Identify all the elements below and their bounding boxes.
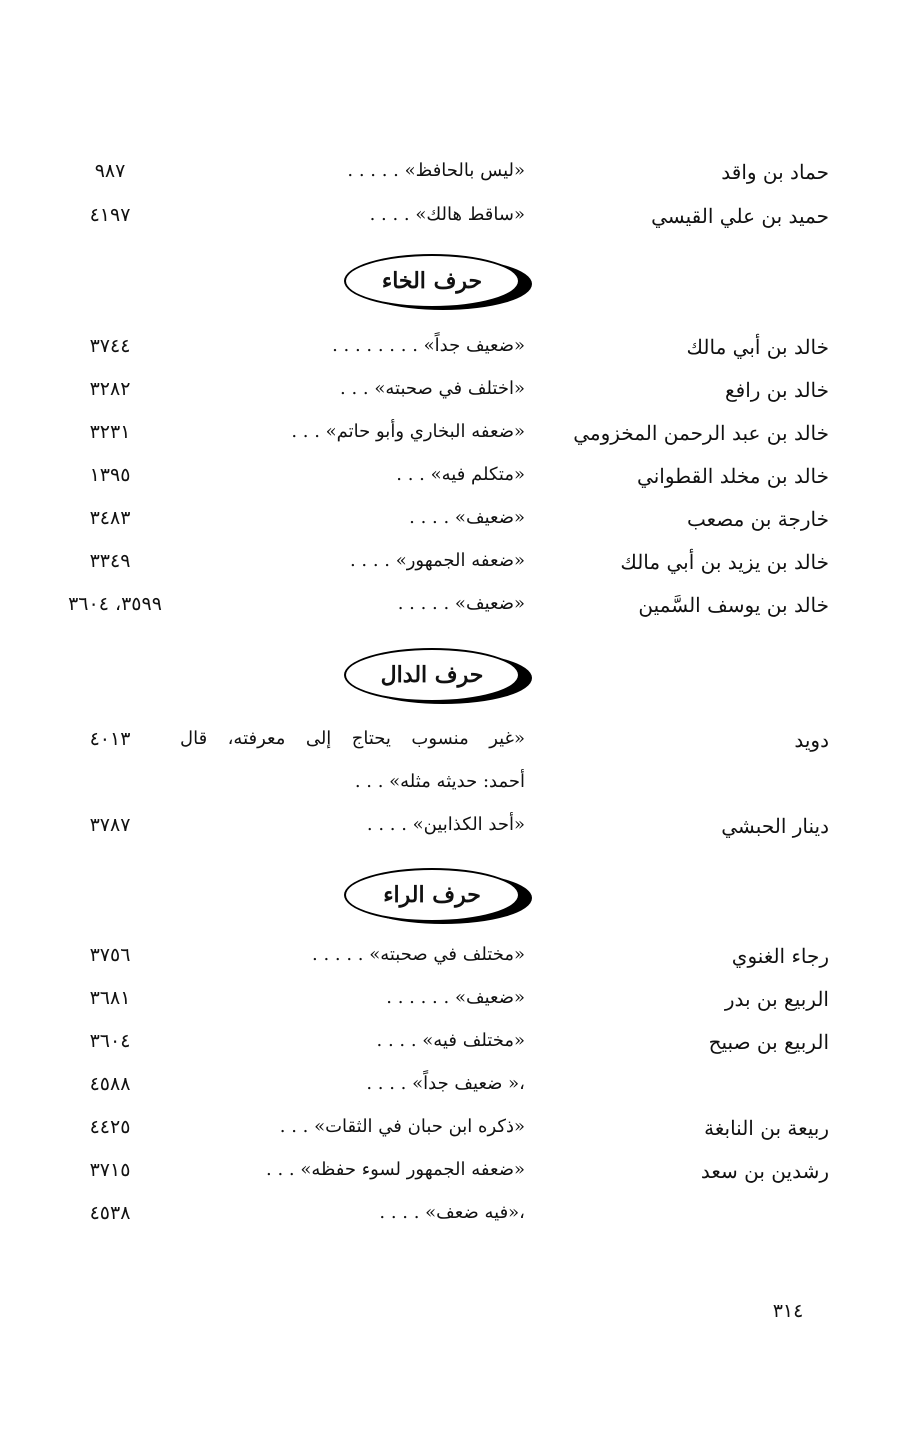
page-number: ٣١٤ bbox=[772, 1300, 804, 1322]
narrator-grading: «مختلف في صحبته» . . . . . bbox=[312, 944, 525, 965]
entry-row bbox=[0, 728, 897, 768]
entry-row bbox=[0, 593, 897, 633]
reference-number: ٣٧٨٧ bbox=[89, 814, 131, 836]
narrator-grading: «متكلم فيه» . . . bbox=[396, 464, 525, 485]
reference-number: ٣٧١٥ bbox=[89, 1159, 131, 1181]
entry-row bbox=[0, 335, 897, 375]
narrator-grading: «ضعيف» . . . . bbox=[409, 507, 525, 528]
narrator-name: الربيع بن صبيح bbox=[708, 1030, 829, 1054]
narrator-name: رجاء الغنوي bbox=[731, 944, 829, 968]
narrator-grading: ،«فيه ضعف» . . . . bbox=[379, 1202, 525, 1223]
entry-row bbox=[0, 1159, 897, 1199]
section-header-kha bbox=[340, 252, 535, 314]
entry-row bbox=[0, 550, 897, 590]
entry-row bbox=[0, 464, 897, 504]
narrator-name: رشدين بن سعد bbox=[700, 1159, 829, 1183]
entry-row bbox=[0, 160, 897, 200]
narrator-name: خالد بن عبد الرحمن المخزومي bbox=[573, 421, 829, 445]
entry-row bbox=[0, 1073, 897, 1113]
reference-number: ٣٧٤٤ bbox=[89, 335, 131, 357]
reference-number: ٤٠١٣ bbox=[89, 728, 131, 750]
narrator-name: خالد بن أبي مالك bbox=[686, 335, 829, 359]
reference-number: ٤١٩٧ bbox=[89, 204, 131, 226]
reference-number: ٣٣٤٩ bbox=[89, 550, 131, 572]
narrator-grading: «ليس بالحافظ» . . . . . bbox=[347, 160, 525, 181]
reference-number: ٣٢٣١ bbox=[89, 421, 131, 443]
narrator-grading: «أحد الكذابين» . . . . bbox=[366, 814, 525, 835]
narrator-grading: «مختلف فيه» . . . . bbox=[376, 1030, 525, 1051]
section-title: حرف الدال bbox=[344, 648, 520, 702]
narrator-name: خالد بن رافع bbox=[725, 378, 829, 402]
entry-row bbox=[0, 1030, 897, 1070]
narrator-name: الربيع بن بدر bbox=[724, 987, 829, 1011]
narrator-grading: «غير منسوب يحتاج إلى معرفته، قال bbox=[180, 728, 525, 749]
narrator-name: دويد bbox=[794, 728, 829, 752]
entry-row bbox=[0, 421, 897, 461]
entry-row bbox=[0, 204, 897, 244]
narrator-grading-continued: أحمد: حديثه مثله» . . . bbox=[354, 771, 525, 792]
entry-row bbox=[0, 378, 897, 418]
narrator-grading: ،« ضعيف جداً» . . . . bbox=[366, 1073, 525, 1094]
narrator-name: خارجة بن مصعب bbox=[686, 507, 829, 531]
narrator-name: حميد بن علي القيسي bbox=[651, 204, 829, 228]
reference-number: ٤٤٢٥ bbox=[89, 1116, 131, 1138]
reference-number: ٣٧٥٦ bbox=[89, 944, 131, 966]
entry-row bbox=[0, 1202, 897, 1242]
entry-row bbox=[0, 987, 897, 1027]
entry-row bbox=[0, 1116, 897, 1156]
reference-number: ٤٥٣٨ bbox=[89, 1202, 131, 1224]
reference-number: ٣٢٨٢ bbox=[89, 378, 131, 400]
narrator-grading: «ضعيف جداً» . . . . . . . . bbox=[332, 335, 525, 356]
section-header-dal bbox=[340, 646, 535, 708]
narrator-grading: «ضعفه الجمهور لسوء حفظه» . . . bbox=[266, 1159, 525, 1180]
entry-row bbox=[0, 507, 897, 547]
reference-number: ٤٥٨٨ bbox=[89, 1073, 131, 1095]
narrator-grading: «ذكره ابن حبان في الثقات» . . . bbox=[279, 1116, 525, 1137]
narrator-name: خالد بن مخلد القطواني bbox=[637, 464, 829, 488]
narrator-grading: «ضعيف» . . . . . . bbox=[386, 987, 525, 1008]
reference-number: ٩٨٧ bbox=[94, 160, 126, 182]
narrator-name: ربيعة بن النابغة bbox=[704, 1116, 829, 1140]
reference-number: ٣٤٨٣ bbox=[89, 507, 131, 529]
narrator-grading: «ساقط هالك» . . . . bbox=[369, 204, 525, 225]
reference-number: ٣٦٠٤ bbox=[89, 1030, 131, 1052]
narrator-grading: «ضعفه البخاري وأبو حاتم» . . . bbox=[291, 421, 525, 442]
entry-row-continuation bbox=[0, 771, 897, 811]
section-title: حرف الخاء bbox=[344, 254, 520, 308]
narrator-grading: «ضعفه الجمهور» . . . . bbox=[349, 550, 525, 571]
narrator-name: دينار الحبشي bbox=[721, 814, 829, 838]
reference-number: ٣٥٩٩، ٣٦٠٤ bbox=[68, 593, 162, 615]
narrator-grading: «اختلف في صحبته» . . . bbox=[340, 378, 525, 399]
entry-row bbox=[0, 814, 897, 854]
section-header-ra bbox=[340, 866, 535, 928]
narrator-grading: «ضعيف» . . . . . bbox=[397, 593, 525, 614]
narrator-name: حماد بن واقد bbox=[721, 160, 829, 184]
narrator-name: خالد بن يزيد بن أبي مالك bbox=[620, 550, 829, 574]
section-title: حرف الراء bbox=[344, 868, 520, 922]
entry-row bbox=[0, 944, 897, 984]
reference-number: ٣٦٨١ bbox=[89, 987, 131, 1009]
narrator-name: خالد بن يوسف السَّمين bbox=[638, 593, 829, 617]
reference-number: ١٣٩٥ bbox=[89, 464, 131, 486]
